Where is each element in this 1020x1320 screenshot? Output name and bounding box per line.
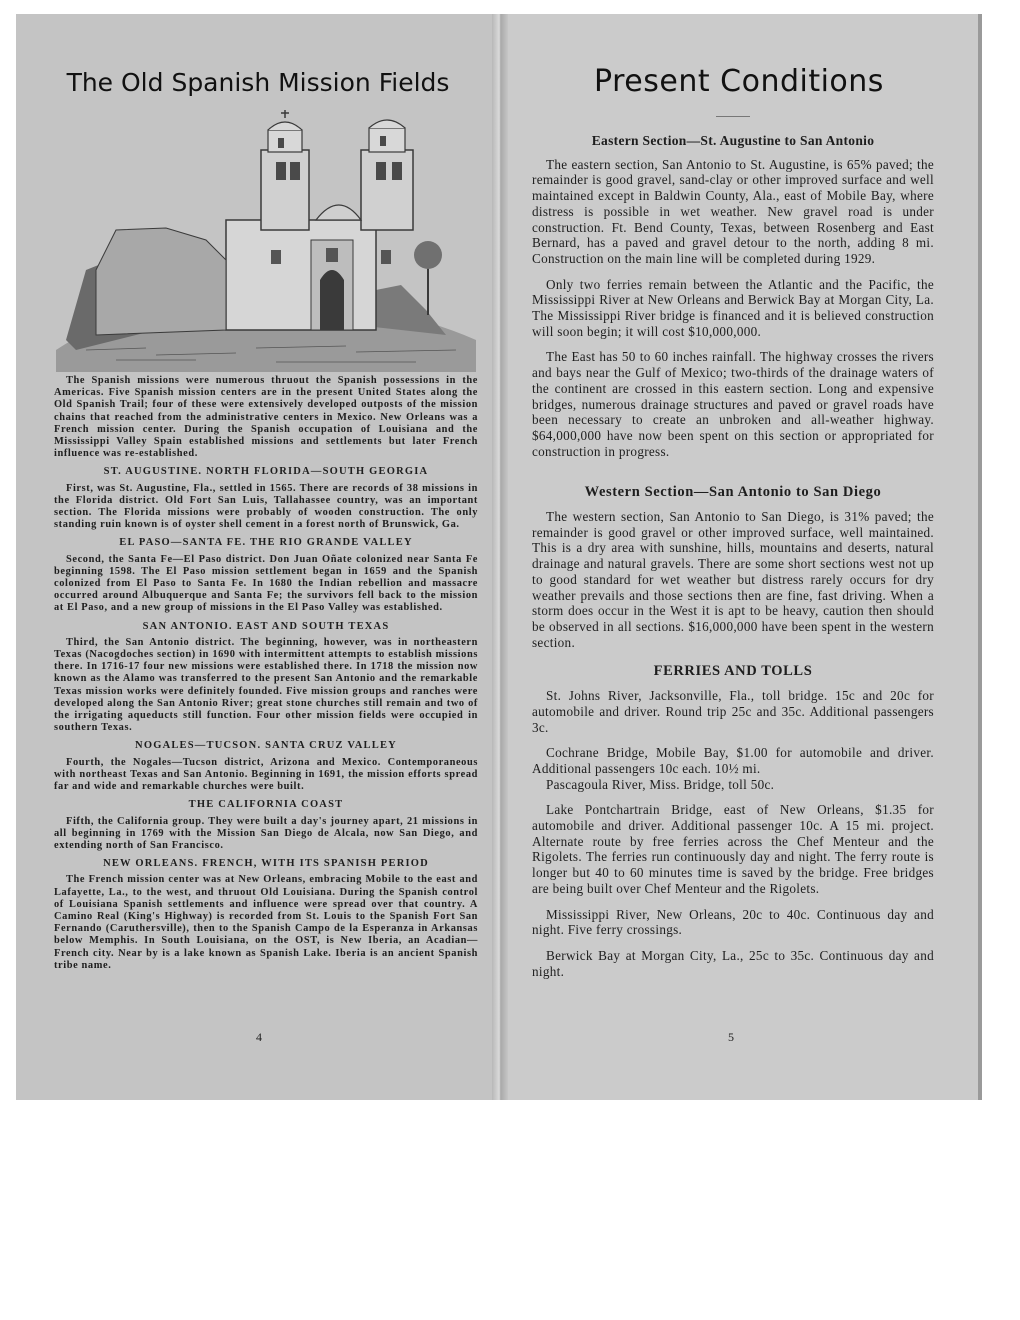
left-page: [16, 14, 500, 1100]
section-text-el-paso: Second, the Santa Fe—El Paso district. Don Juan Oñate colonized near Santa Fe beginning 1598. The El Paso mission settlement began in 1659 and the Spanish colonized from El Paso to Santa Fe. In 1680 the Indian rebellion and massacre occurred around Albuquerque and Santa Fe; the survivors fell back to the mission at El Paso, and a new group of missions in the El Paso Valley was established.: [54, 553, 478, 614]
right-column: [532, 116, 934, 989]
section-heading-new-orleans: NEW ORLEANS. FRENCH, WITH ITS SPANISH PERIOD: [103, 858, 429, 870]
section-heading-st-augustine: ST. AUGUSTINE. NORTH FLORIDA—SOUTH GEORGIA: [103, 466, 429, 478]
ferries-paragraph: Mississippi River, New Orleans, 20c to 40c. Continuous day and night. Five ferry crossings.: [532, 906, 934, 938]
western-paragraph: The western section, San Antonio to San Diego, is 31% paved; the remainder is good gravel or other improved surface, well maintained. This is a dry area with sunshine, hills, mountains and deserts, natural drainage and natural gravels. There are some short sections west not up to good standard for wet weather but distress rarely occurs for dry weather prevails and those sections then are fine, fast driving. When a storm does occur in the West it is apt to be heavy, caution then should be observed in all sections. $16,000,000 have been spent in the western section.: [532, 509, 934, 650]
right-page-number: 5: [728, 1030, 734, 1044]
section-text-nogales: Fourth, the Nogales—Tucson district, Arizona and Mexico. Contemporaneous with northeast Texas and San Antonio. Beginning in 1691, the mission efforts spread far and wide and remarkable churches were built.: [54, 756, 478, 793]
section-text-new-orleans: The French mission center was at New Orleans, embracing Mobile to the east and Lafayette, La., to the west, and thruout Old Louisiana. During the Spanish control of Louisiana Spanish settlements and influence were spread over that country. A Camino Real (King's Highway) is recorded from St. Louis to the Spanish Fort San Fernando (Caruthersville), then to the Spanish Campo de la Esperanza in Arkansas below Memphis. In South Louisiana, on the OST, is New Iberia, an Acadian—French city. Near by is a lake known as Spanish Lake. Iberia is an ancient Spanish tribe name.: [54, 874, 478, 971]
section-text-san-antonio: Third, the San Antonio district. The beginning, however, was in northeastern Texas (Nacogdoches section) in 1690 with intermittent attempts to establish missions there. In 1716-17 four new missions were established there. In 1718 the mission now known as the Alamo was transferred to the present San Antonio and the remarkable Texas mission works were definitely founded. Five mission groups and ranches were developed along the San Antonio River; great stone churches still remain and two of the irrigating aqueducts still function. Four other mission fields were occupied in southern Texas.: [54, 636, 478, 734]
ferries-paragraph: Lake Pontchartrain Bridge, east of New Orleans, $1.35 for automobile and driver. Additional passenger 10c. A 15 mi. project. Alternate route by free ferries across the Chef Menteur and the Rigolets. The ferries run continuously day and night. The ferry route is longer but 40 to 60 minutes time is saved by the bridge. Free bridges are being built over Chef Menteur and the Rigolets.: [532, 802, 934, 896]
right-page-title: Present Conditions: [594, 64, 884, 99]
left-page-number: 4: [256, 1030, 262, 1044]
page-edge: [978, 14, 982, 1100]
eastern-paragraph: Only two ferries remain between the Atlantic and the Pacific, the Mississippi River at New Orleans and Berwick Bay at Morgan City, La. The Mississippi River bridge is financed and it is believed construction will soon begin; it will cost $10,000,000.: [532, 276, 934, 339]
ferries-paragraph: Berwick Bay at Morgan City, La., 25c to 35c. Continuous day and night.: [532, 947, 934, 979]
eastern-paragraph: The East has 50 to 60 inches rainfall. The highway crosses the rivers and bays near the Gulf of Mexico; two-thirds of the drainage waters of the continent are crossed in this eastern section. Long and expensive bridges, numerous drainage structures and paved or gravel roads have been necessary to create an unbroken and all-weather highway. $64,000,000 have now been spent on this section or appropriated for construction in progress.: [532, 349, 934, 459]
eastern-paragraph: The eastern section, San Antonio to St. Augustine, is 65% paved; the remainder is good gravel, sand-clay or other improved surface and well maintained except in Baldwin County, Ala., east of Mobile Bay, where distress is possible in wet weather. New gravel road is under construction. Ft. Bend County, Texas, between Rosenberg and East Bernard, has a paved and gravel detour to the north, adding 8 mi. Construction on the main line will be completed during 1929.: [532, 156, 934, 266]
intro-paragraph: The Spanish missions were numerous thruout the Spanish possessions in the Americas. Five Spanish mission centers are in the present United States along the Old Spanish Trail; four of these were extensively developed outposts of the mission chains that reached from the administrative centers in Mexico. New Orleans was a French mission center. During the Spanish occupation of Louisiana and the Mississippi Valley Spain established missions and settlements but later French influence was re-established.: [54, 375, 478, 460]
title-divider: [716, 116, 750, 117]
eastern-section-heading: Eastern Section—St. Augustine to San Antonio: [591, 133, 875, 148]
ferries-paragraph: Cochrane Bridge, Mobile Bay, $1.00 for automobile and driver. Additional passengers 10c each. 10½ mi.: [532, 745, 934, 776]
section-heading-san-antonio: SAN ANTONIO. EAST AND SOUTH TEXAS: [142, 620, 390, 632]
book-gutter: [492, 14, 508, 1100]
section-heading-el-paso: EL PASO—SANTA FE. THE RIO GRANDE VALLEY: [119, 537, 413, 549]
mission-illustration: [56, 110, 476, 372]
section-heading-nogales: NOGALES—TUCSON. SANTA CRUZ VALLEY: [135, 740, 397, 752]
section-heading-california: THE CALIFORNIA COAST: [188, 799, 344, 811]
ferries-heading: FERRIES AND TOLLS: [653, 663, 813, 680]
left-column: [54, 375, 478, 978]
ferries-paragraph: Pascagoula River, Miss. Bridge, toll 50c.: [546, 776, 775, 792]
section-text-california: Fifth, the California group. They were built a day's journey apart, 21 missions in all beginning in 1769 with the Mission San Diego de Alcala, now San Diego, and extending north of San Francisco.: [54, 815, 478, 851]
western-section-heading: Western Section—San Antonio to San Diego: [584, 484, 882, 501]
left-page-title: The Old Spanish Mission Fields: [66, 68, 450, 97]
ferries-paragraph: St. Johns River, Jacksonville, Fla., toll bridge. 15c and 20c for automobile and driver. Round trip 25c and 35c. Additional passengers 3c.: [532, 688, 934, 735]
section-text-st-augustine: First, was St. Augustine, Fla., settled in 1565. There are records of 38 missions in the Florida district. Old Fort San Luis, Tallahassee country, was an important section. The Florida missions were probably of wooden construction. The only standing ruin known is of oyster shell cement in a forest north of Brunswick, Ga.: [54, 482, 478, 531]
right-page: [500, 14, 978, 1100]
